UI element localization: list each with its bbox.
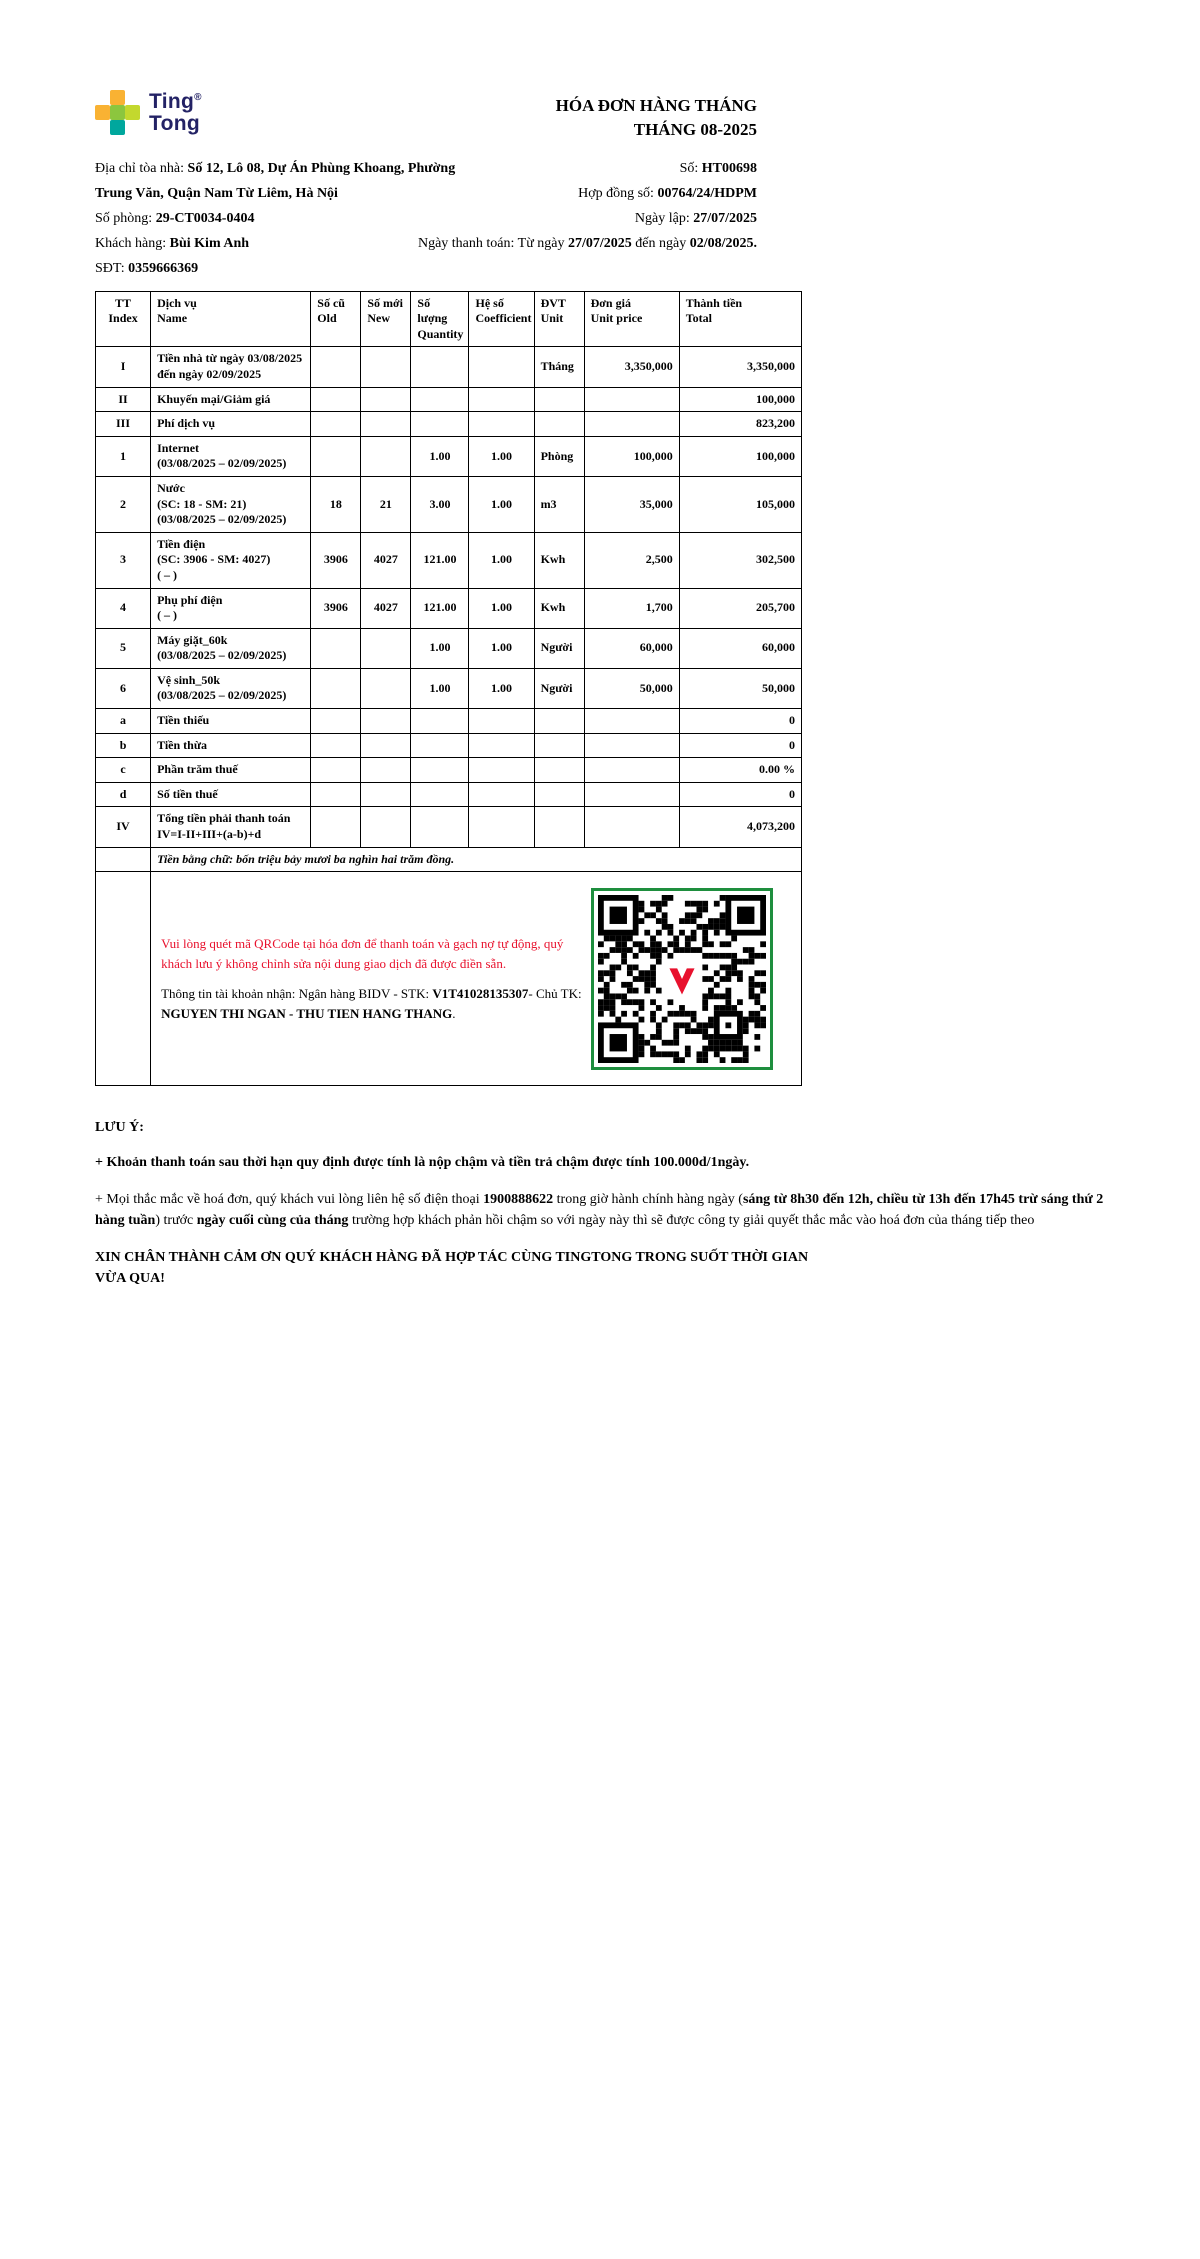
qr-pattern-icon (598, 895, 766, 1063)
cell-new (361, 709, 411, 734)
info-row-3 (95, 206, 757, 231)
issue-date-value: 27/07/2025 (693, 210, 757, 226)
cell-price: 60,000 (584, 628, 679, 668)
amount-in-words-value: bốn triệu bảy mươi ba nghìn hai trăm đồng. (236, 851, 455, 866)
cell-index: 6 (96, 668, 151, 708)
cell-new (361, 347, 411, 387)
phone-number (95, 256, 198, 281)
cell-qty (411, 347, 469, 387)
invoice-table-head-row (96, 291, 802, 347)
cell-coef: 1.00 (469, 668, 534, 708)
cell-coef (469, 782, 534, 807)
cell-name (151, 387, 311, 412)
table-row (96, 476, 802, 532)
table-row (96, 807, 802, 847)
cell-name (151, 807, 311, 847)
column-header (584, 291, 679, 347)
cell-qty: 1.00 (411, 436, 469, 476)
column-header (469, 291, 534, 347)
invoice-table-body (96, 347, 802, 847)
customer-name (95, 231, 249, 256)
cell-new: 21 (361, 476, 411, 532)
column-header (151, 291, 311, 347)
cell-price (584, 412, 679, 437)
service-name-line: (03/08/2025 – 02/09/2025) (157, 688, 287, 703)
room-number (95, 206, 254, 231)
cell-qty: 121.00 (411, 588, 469, 628)
column-header-line: Index (108, 311, 138, 326)
cell-old: 18 (311, 476, 361, 532)
cell-index: 3 (96, 532, 151, 588)
column-header-line: New (367, 311, 391, 326)
account-info-text (161, 984, 589, 1023)
cell-name (151, 532, 311, 588)
cell-price (584, 807, 679, 847)
contact-note-part1: + Mọi thắc mắc về hoá đơn, quý khách vui lòng liên hệ số điện thoại (95, 1192, 484, 1208)
cell-qty (411, 758, 469, 783)
column-header-line: Dịch vụ (157, 295, 197, 310)
qr-code (591, 888, 773, 1070)
cell-total: 205,700 (679, 588, 801, 628)
amount-in-words-label: Tiền bằng chữ: (157, 851, 237, 866)
cell-coef (469, 709, 534, 734)
cell-total: 60,000 (679, 628, 801, 668)
invoice-header (95, 90, 757, 142)
column-header-line: Số mới (367, 295, 403, 310)
column-header-line: Số cũ (317, 295, 345, 310)
column-header-line: Name (157, 311, 188, 326)
cell-total: 302,500 (679, 532, 801, 588)
service-name-line: Tổng tiền phải thanh toán (157, 811, 291, 826)
service-name-line: Vệ sinh_50k (157, 672, 221, 687)
room-label: Số phòng: (95, 210, 156, 226)
cell-coef (469, 412, 534, 437)
cell-new (361, 436, 411, 476)
payment-to-date: 02/08/2025 (689, 235, 754, 251)
cell-unit (534, 387, 584, 412)
info-row-4 (95, 231, 757, 256)
cell-unit (534, 709, 584, 734)
cell-new (361, 668, 411, 708)
cell-new (361, 782, 411, 807)
service-name-line: Tiền thừa (157, 737, 208, 752)
table-row (96, 733, 802, 758)
service-name-line: Tiền điện (157, 536, 206, 551)
service-name-line: (SC: 3906 - SM: 4027) (157, 552, 271, 567)
cell-index: 4 (96, 588, 151, 628)
table-row (96, 387, 802, 412)
cell-total: 0 (679, 782, 801, 807)
cell-coef (469, 758, 534, 783)
cell-coef: 1.00 (469, 628, 534, 668)
cell-new: 4027 (361, 588, 411, 628)
column-header-line: Old (317, 311, 337, 326)
service-name-line: Máy giặt_60k (157, 632, 228, 647)
cell-old: 3906 (311, 532, 361, 588)
qr-notice-text: Vui lòng quét mã QRCode tại hóa đơn để thanh toán và gạch nợ tự động, quý khách lưu ý không chỉnh sửa nội dung giao dịch đã được điền sẵn. (161, 936, 564, 971)
cell-name (151, 668, 311, 708)
brand-line1: Ting (149, 90, 195, 114)
thank-you-line2: VỪA QUA! (95, 1271, 165, 1287)
logo-pixel-empty (95, 90, 110, 105)
column-header-line: Unit price (590, 311, 643, 326)
service-name-line: Phụ phí điện (157, 592, 223, 607)
cell-price: 3,350,000 (584, 347, 679, 387)
service-name-line: ( – ) (157, 608, 178, 623)
invoice-info (95, 156, 757, 281)
service-name-line: Nước (157, 480, 185, 495)
table-row (96, 628, 802, 668)
table-row (96, 668, 802, 708)
cell-unit: Kwh (534, 532, 584, 588)
column-header (311, 291, 361, 347)
late-payment-note: + Khoản thanh toán sau thời hạn quy định được tính là nộp chậm và tiền trả chậm được tính 100.000d/1ngày. (95, 1155, 750, 1171)
payment-period-end: . (753, 235, 757, 251)
contract-value: 00764/24/HDPM (657, 185, 757, 201)
cell-name (151, 709, 311, 734)
cell-price: 1,700 (584, 588, 679, 628)
cell-unit (534, 782, 584, 807)
cell-price (584, 758, 679, 783)
payment-instructions (161, 934, 589, 1023)
cell-index: III (96, 412, 151, 437)
cell-index: I (96, 347, 151, 387)
cell-name (151, 758, 311, 783)
cell-price (584, 733, 679, 758)
cell-name (151, 588, 311, 628)
cell-unit: Tháng (534, 347, 584, 387)
cell-total: 50,000 (679, 668, 801, 708)
contact-note-part4: trường hợp khách phản hồi chậm so với ngày này thì sẽ được công ty giải quyết thắc mắc vào hoá đơn của tháng tiếp theo (348, 1213, 1035, 1229)
service-name-line: đến ngày 02/09/2025 (157, 366, 262, 381)
column-header-line: Total (685, 311, 712, 326)
cell-index: d (96, 782, 151, 807)
cell-new (361, 758, 411, 783)
cell-qty (411, 782, 469, 807)
amount-in-words-cell (151, 847, 802, 872)
cell-qty: 121.00 (411, 532, 469, 588)
cell-coef: 1.00 (469, 476, 534, 532)
customer-label: Khách hàng: (95, 235, 170, 251)
account-end: . (452, 1005, 456, 1021)
cell-index: 1 (96, 436, 151, 476)
cell-name (151, 347, 311, 387)
service-name-line: (03/08/2025 – 02/09/2025) (157, 512, 287, 527)
cell-unit: Người (534, 668, 584, 708)
service-name-line: IV=I-II+III+(a-b)+d (157, 827, 262, 842)
hotline-number: 1900888622 (483, 1192, 554, 1208)
column-header-line: Hệ số (475, 295, 504, 310)
qr-section-cell (151, 872, 802, 1086)
invoice-number-label: Số: (679, 160, 702, 176)
table-row (96, 347, 802, 387)
info-row-5 (95, 256, 757, 281)
cell-coef: 1.00 (469, 436, 534, 476)
cell-price: 50,000 (584, 668, 679, 708)
cell-old (311, 782, 361, 807)
cell-new (361, 733, 411, 758)
cell-total: 4,073,200 (679, 807, 801, 847)
registered-mark-icon: ® (194, 92, 202, 104)
cell-new (361, 628, 411, 668)
cell-new (361, 807, 411, 847)
notes-heading: LƯU Ý: (95, 1120, 144, 1136)
cell-old (311, 758, 361, 783)
account-mid: - Chủ TK: (528, 986, 582, 1002)
cell-unit (534, 412, 584, 437)
contact-note-part2: trong giờ hành chính hàng ngày ( (553, 1192, 743, 1208)
logo-pixel-lightgreen (125, 105, 140, 120)
column-header (361, 291, 411, 347)
cell-total: 100,000 (679, 436, 801, 476)
column-header-line: Số lượng (417, 295, 448, 326)
cell-total: 0 (679, 709, 801, 734)
account-holder: NGUYEN THI NGAN - THU TIEN HANG THANG (161, 1005, 453, 1021)
service-name-line: Tiền nhà từ ngày 03/08/2025 (157, 351, 303, 366)
column-header-line: Coefficient (475, 311, 532, 326)
contract-number (578, 181, 757, 206)
table-row (96, 532, 802, 588)
invoice-table-special (96, 847, 802, 1086)
cell-price (584, 709, 679, 734)
payment-period (418, 231, 757, 256)
cell-unit (534, 807, 584, 847)
logo-pixel-empty (125, 90, 140, 105)
cell-old (311, 387, 361, 412)
table-row (96, 709, 802, 734)
building-address-line2: Trung Văn, Quận Nam Từ Liêm, Hà Nội (95, 185, 338, 201)
service-name-line: Internet (157, 440, 200, 455)
logo-pixel-green (110, 105, 125, 120)
invoice-table-head (96, 291, 802, 347)
service-name-line: (SC: 18 - SM: 21) (157, 496, 247, 511)
column-header-line: Unit (540, 311, 564, 326)
cell-coef (469, 387, 534, 412)
service-name-line: Phần trăm thuế (157, 762, 238, 777)
cell-total: 0.00 % (679, 758, 801, 783)
cell-qty (411, 733, 469, 758)
column-header (679, 291, 801, 347)
cell-index: IV (96, 807, 151, 847)
tingtong-logo-text (149, 91, 202, 134)
column-header-line: ĐVT (540, 295, 566, 310)
cell-old (311, 436, 361, 476)
cell-name (151, 782, 311, 807)
cell-new (361, 387, 411, 412)
column-header-line: Quantity (417, 326, 464, 341)
column-header (411, 291, 469, 347)
service-name-line: Phí dịch vụ (157, 416, 216, 431)
cell-total: 0 (679, 733, 801, 758)
cell-coef (469, 733, 534, 758)
cell-price (584, 782, 679, 807)
cell-name (151, 628, 311, 668)
column-header-line: Thành tiền (685, 295, 743, 310)
cell-unit (534, 758, 584, 783)
column-header-line: TT (115, 295, 132, 310)
contract-label: Hợp đồng số: (578, 185, 658, 201)
cell-old (311, 807, 361, 847)
cell-coef: 1.00 (469, 588, 534, 628)
thank-you-note (95, 1247, 1107, 1289)
cell-total: 100,000 (679, 387, 801, 412)
cell-unit: Phòng (534, 436, 584, 476)
deadline-phrase: ngày cuối cùng của tháng (196, 1213, 349, 1229)
footer-notes (95, 1120, 1107, 1349)
table-row (96, 782, 802, 807)
payment-period-label: Ngày thanh toán: Từ ngày (417, 235, 568, 251)
cell-price (584, 387, 679, 412)
cell-total: 823,200 (679, 412, 801, 437)
logo-pixel-yellow (95, 105, 110, 120)
logo-pixel-empty (125, 120, 140, 135)
cell-name (151, 412, 311, 437)
address-label: Địa chỉ tòa nhà: (95, 160, 188, 176)
cell-old (311, 709, 361, 734)
brand-line1-wrap (149, 91, 202, 112)
service-name-line: Tiền thiếu (157, 713, 210, 728)
cell-index: 2 (96, 476, 151, 532)
tingtong-logo (95, 90, 202, 135)
cell-index: II (96, 387, 151, 412)
logo-pixel-teal (110, 120, 125, 135)
column-header (96, 291, 151, 347)
cell-price: 35,000 (584, 476, 679, 532)
cell-qty: 1.00 (411, 668, 469, 708)
empty-index-cell (96, 872, 151, 1086)
logo-pixel-empty (95, 120, 110, 135)
cell-qty (411, 709, 469, 734)
cell-unit: m3 (534, 476, 584, 532)
cell-index: c (96, 758, 151, 783)
account-prefix: Thông tin tài khoản nhận: Ngân hàng BIDV - STK: (161, 986, 433, 1002)
empty-index-cell (96, 847, 151, 872)
cell-old: 3906 (311, 588, 361, 628)
cell-index: a (96, 709, 151, 734)
brand-line2: Tong (149, 111, 200, 135)
cell-coef (469, 347, 534, 387)
customer-value: Bùi Kim Anh (169, 235, 250, 251)
info-row-2 (95, 181, 757, 206)
cell-unit: Người (534, 628, 584, 668)
cell-qty (411, 412, 469, 437)
cell-unit: Kwh (534, 588, 584, 628)
tingtong-logo-icon (95, 90, 140, 135)
cell-old (311, 733, 361, 758)
issue-date (635, 206, 757, 231)
column-header-line: Đơn giá (590, 295, 631, 310)
cell-new: 4027 (361, 532, 411, 588)
payment-from-date: 27/07/2025 (568, 235, 632, 251)
cell-qty: 1.00 (411, 628, 469, 668)
cell-coef (469, 807, 534, 847)
cell-name (151, 476, 311, 532)
qr-section (157, 876, 795, 1081)
cell-new (361, 412, 411, 437)
contact-note (95, 1189, 1107, 1231)
logo-pixel-yellow (110, 90, 125, 105)
cell-index: b (96, 733, 151, 758)
cell-name (151, 733, 311, 758)
thank-you-line1: XIN CHÂN THÀNH CẢM ƠN QUÝ KHÁCH HÀNG ĐÃ HỢP TÁC CÙNG TINGTONG TRONG SUỐT THỜI GIAN (95, 1250, 809, 1266)
room-value: 29-CT0034-0404 (155, 210, 255, 226)
phone-label: SĐT: (95, 260, 129, 276)
table-row (96, 758, 802, 783)
table-row (96, 436, 802, 476)
invoice-number (680, 156, 757, 181)
cell-price: 100,000 (584, 436, 679, 476)
cell-coef: 1.00 (469, 532, 534, 588)
amount-in-words-row (96, 847, 802, 872)
cell-unit (534, 733, 584, 758)
contact-note-part3: ) trước (155, 1213, 197, 1229)
invoice-number-value: HT00698 (701, 160, 757, 176)
info-row-1 (95, 156, 757, 181)
service-name-line: Khuyến mại/Giảm giá (157, 391, 271, 406)
service-name-line: (03/08/2025 – 02/09/2025) (157, 456, 287, 471)
cell-price: 2,500 (584, 532, 679, 588)
account-number: V1T41028135307 (432, 986, 529, 1002)
invoice-title: HÓA ĐƠN HÀNG THÁNG THÁNG 08-2025 (555, 96, 757, 139)
payment-period-mid: đến ngày (631, 235, 690, 251)
qr-section-row (96, 872, 802, 1086)
cell-qty (411, 807, 469, 847)
service-name-line: ( – ) (157, 567, 178, 582)
cell-name (151, 436, 311, 476)
working-hours: sáng từ 8h30 đến 12h, chiều từ 13h đến 17h45 trừ sáng thứ 2 hàng tuần (95, 1192, 1104, 1229)
cell-total: 105,000 (679, 476, 801, 532)
address-value: Số 12, Lô 08, Dự Án Phùng Khoang, Phường (187, 160, 456, 176)
cell-old (311, 347, 361, 387)
cell-old (311, 412, 361, 437)
issue-date-label: Ngày lập: (634, 210, 694, 226)
table-row (96, 588, 802, 628)
building-address-line1 (95, 156, 455, 181)
cell-qty: 3.00 (411, 476, 469, 532)
cell-total: 3,350,000 (679, 347, 801, 387)
cell-old (311, 628, 361, 668)
invoice-table (95, 291, 802, 1087)
phone-value: 0359666369 (128, 260, 199, 276)
table-row (96, 412, 802, 437)
cell-old (311, 668, 361, 708)
service-name-line: (03/08/2025 – 02/09/2025) (157, 648, 287, 663)
cell-qty (411, 387, 469, 412)
column-header (534, 291, 584, 347)
cell-index: 5 (96, 628, 151, 668)
service-name-line: Số tiền thuế (157, 786, 218, 801)
